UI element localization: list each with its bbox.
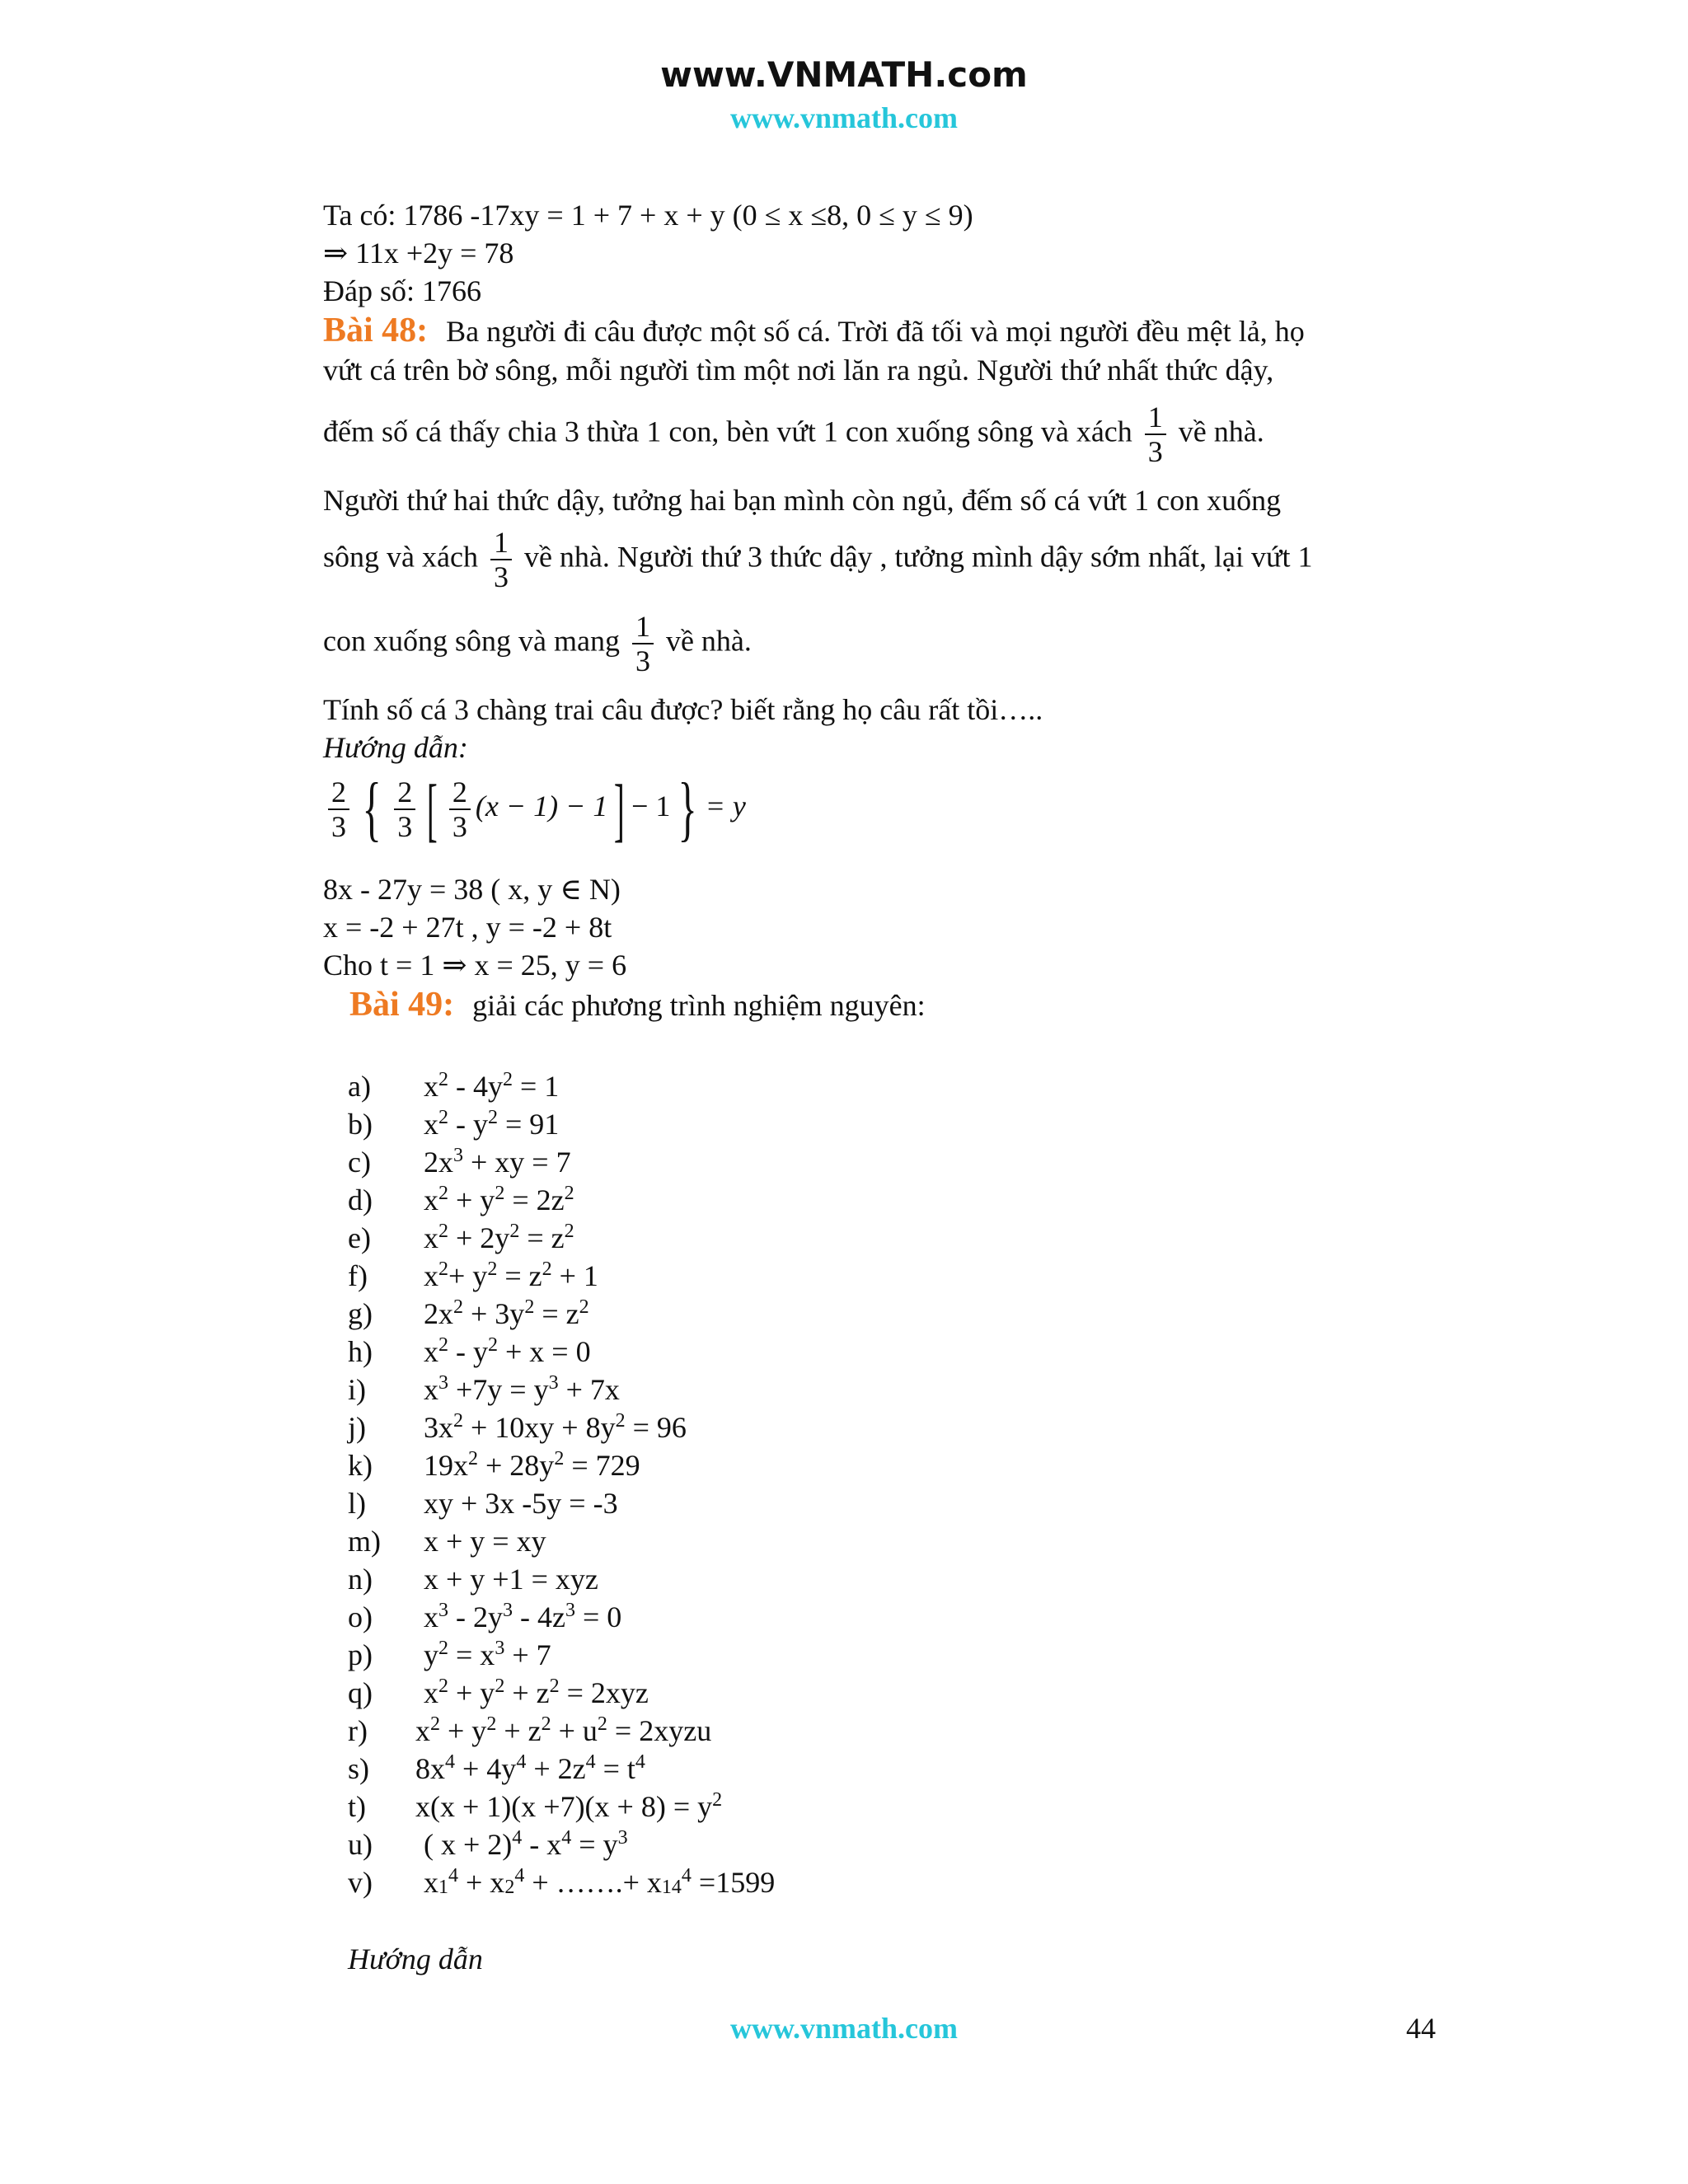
fraction-two-thirds [328, 776, 349, 843]
fraction-one-third [632, 610, 654, 677]
equation: $x(x + 1)(x +7)(x + 8) = y^2$ [415, 1789, 723, 1823]
item-label: c) [348, 1146, 371, 1179]
right-bracket: ] [614, 769, 626, 849]
item-label: q) [348, 1676, 373, 1709]
formula-inner: (x − 1) − 1 [475, 790, 608, 823]
bai48-label: Bài 48: [323, 312, 429, 349]
item-label: e) [348, 1221, 371, 1254]
equation: $x^3 +7y = y^3 + 7x$ [424, 1372, 620, 1406]
bai48-text-1: Ba người đi câu được một số cá. Trời đã tối và mọi người đều mệt lả, họ [446, 315, 1305, 348]
item-label: i) [348, 1373, 366, 1406]
frac-num: 2 [449, 776, 471, 810]
item-label: h) [348, 1335, 373, 1368]
item-label: o) [348, 1601, 373, 1633]
equation: $2x^2 + 3y^2 = z^2$ [424, 1296, 589, 1330]
item-label: g) [348, 1297, 373, 1330]
equation: $x^2 - y^2 + x = 0$ [424, 1334, 591, 1368]
equation: $3x^2 + 10xy + 8y^2 = 96$ [424, 1410, 687, 1444]
item-label: b) [348, 1108, 373, 1141]
left-brace: { [362, 768, 382, 849]
equation: xy + 3x -5y = -3 [424, 1487, 618, 1520]
equation: $x^2 + y^2 + z^2 = 2xyz$ [424, 1675, 649, 1709]
bai48-solution-1: 8x - 27y = 38 ( x, y ∈ N) [323, 873, 621, 906]
left-bracket: [ [427, 769, 438, 849]
bai49-label: Bài 49: [349, 986, 455, 1024]
bai48-text-6b: về nhà. [665, 624, 752, 658]
item-label: u) [348, 1828, 373, 1861]
item-label: l) [348, 1487, 366, 1520]
bai48-line-6 [323, 610, 752, 677]
item-label: v) [348, 1866, 373, 1899]
bai48-text-5a: sông và xách [323, 540, 478, 574]
frac-num: 1 [1145, 401, 1166, 435]
bai48-hint-label: Hướng dẫn: [323, 731, 468, 764]
frac-den: 3 [1147, 435, 1163, 468]
equation: x + y = xy [424, 1525, 546, 1558]
bai48-line-2: vứt cá trên bờ sông, mỗi người tìm một nơi lăn ra ngủ. Người thứ nhất thức dậy, [323, 354, 1274, 387]
fraction-one-third [1145, 401, 1166, 468]
item-label: k) [348, 1449, 373, 1482]
equation: $x^2 + 2y^2 = z^2$ [424, 1221, 574, 1254]
item-label: r) [348, 1714, 368, 1747]
site-title: www.VNMATH.com [660, 54, 1028, 95]
bai48-line-7: Tính số cá 3 chàng trai câu được? biết rằng họ câu rất tồi….. [323, 693, 1043, 726]
bai48-text-3a: đếm số cá thấy chia 3 thừa 1 con, bèn vứt 1 con xuống sông và xách [323, 415, 1132, 448]
prev-line-3: Đáp số: 1766 [323, 274, 481, 307]
equation: $x1^4 + x2^4$ + …….+ $x14^4 =1599$ [424, 1865, 776, 1899]
bai48-formula [323, 768, 746, 849]
equation: $19x^2 + 28y^2 = 729$ [424, 1448, 640, 1482]
site-url: www.vnmath.com [730, 101, 958, 134]
item-label: p) [348, 1638, 373, 1671]
equation: $2x^3$ + xy = 7 [424, 1145, 571, 1179]
prev-line-1: Ta có: 1786 -17xy = 1 + 7 + x + y (0 ≤ x ≤8, 0 ≤ y ≤ 9) [323, 199, 973, 232]
frac-den: 3 [397, 809, 413, 843]
bai48-line-4: Người thứ hai thức dậy, tưởng hai bạn mình còn ngủ, đếm số cá vứt 1 con xuống [323, 484, 1282, 517]
prev-line-2: ⇒ 11x +2y = 78 [323, 237, 514, 269]
frac-num: 2 [328, 776, 349, 810]
equation: $8x^4 + 4y^4 + 2z^4 = t^4$ [415, 1751, 645, 1785]
equation: x + y +1 = xyz [424, 1563, 598, 1596]
item-label: m) [348, 1525, 381, 1558]
page-number: 44 [1406, 2012, 1436, 2045]
bai48-solution-2: x = -2 + 27t , y = -2 + 8t [323, 911, 612, 944]
bai49-hint-label: Hướng dẫn [348, 1943, 483, 1975]
bai48-line-1 [323, 312, 1305, 350]
item-label: n) [348, 1563, 373, 1596]
equation: $x^2 + y^2 + z^2 + u^2$ = 2xyzu [415, 1713, 712, 1747]
item-label: s) [348, 1752, 369, 1785]
bai48-solution-3: Cho t = 1 ⇒ x = 25, y = 6 [323, 949, 627, 982]
frac-den: 3 [331, 809, 346, 843]
bai48-line-3 [323, 401, 1264, 468]
equation: $x^2 + y^2 = 2z^2$ [424, 1183, 574, 1216]
item-label: a) [348, 1070, 371, 1103]
item-label: d) [348, 1183, 373, 1216]
bai48-line-5 [323, 526, 1313, 593]
bai49-intro: giải các phương trình nghiệm nguyên: [472, 989, 926, 1022]
bai48-text-3b: về nhà. [1178, 415, 1264, 448]
frac-den: 3 [452, 809, 467, 843]
fraction-two-thirds [449, 776, 471, 843]
equation: $x^3 - 2y^3 - 4z^3 = 0$ [424, 1600, 622, 1633]
bai49-heading [349, 986, 926, 1024]
fraction-one-third [490, 526, 512, 593]
bai48-text-5b: về nhà. Người thứ 3 thức dậy , tưởng mình dậy sớm nhất, lại vứt 1 [523, 540, 1313, 574]
formula-rhs: = y [705, 790, 746, 823]
frac-den: 3 [635, 644, 650, 677]
bai48-text-6a: con xuống sông và mang [323, 624, 620, 658]
footer-url: www.vnmath.com [730, 2012, 958, 2045]
item-label: t) [348, 1790, 366, 1823]
item-label: j) [348, 1411, 366, 1444]
equation: $x^2 - 4y^2 = 1$ [424, 1069, 560, 1103]
right-brace: } [678, 768, 698, 849]
item-label: f) [348, 1259, 368, 1292]
equation: $x^2 - y^2 = 91$ [424, 1107, 560, 1141]
equation: ( $x + 2)^4 - x^4 = y^3$ [424, 1827, 628, 1861]
frac-den: 3 [493, 560, 509, 593]
frac-num: 1 [490, 526, 512, 560]
equation: $x^2+ y^2 = z^2 + 1$ [424, 1258, 598, 1292]
formula-minus: − 1 [631, 790, 671, 823]
fraction-two-thirds [394, 776, 415, 843]
frac-num: 1 [632, 610, 654, 644]
equation: $y^2 = x^3 + 7$ [424, 1638, 551, 1671]
frac-num: 2 [394, 776, 415, 810]
